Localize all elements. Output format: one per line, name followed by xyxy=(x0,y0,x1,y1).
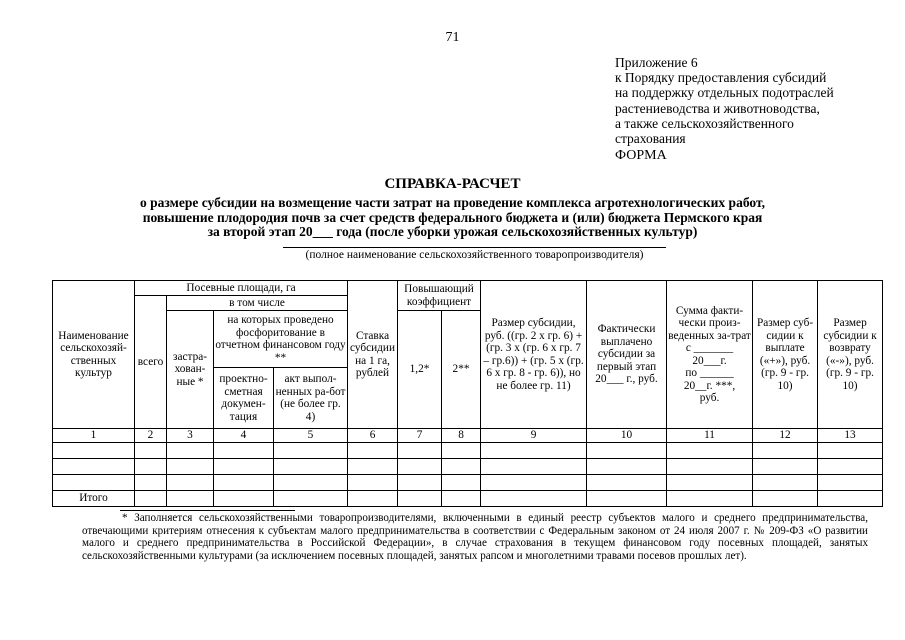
table-cell[interactable] xyxy=(587,474,667,490)
table-cell[interactable] xyxy=(667,490,753,506)
table-row xyxy=(53,458,883,474)
table-cell[interactable] xyxy=(481,458,587,474)
table-cell[interactable] xyxy=(587,458,667,474)
producer-name-line[interactable] xyxy=(283,247,666,248)
table-cell[interactable] xyxy=(753,474,818,490)
producer-name-caption: (полное наименование сельскохозяйственного товаропроизводителя) xyxy=(305,249,644,261)
column-number: 3 xyxy=(167,429,214,443)
header-including: в том числе xyxy=(167,296,348,311)
table-cell[interactable] xyxy=(442,474,481,490)
table-cell[interactable] xyxy=(481,490,587,506)
column-number: 1 xyxy=(53,429,135,443)
table-cell[interactable] xyxy=(818,458,883,474)
table-cell[interactable] xyxy=(667,458,753,474)
appendix-line: страхования xyxy=(615,131,686,147)
table-cell[interactable] xyxy=(398,442,442,458)
subtitle-line: о размере субсидии на возмещение части затрат на проведение комплекса агротехнологических работ, xyxy=(140,195,765,210)
table-cell[interactable] xyxy=(442,490,481,506)
column-number: 5 xyxy=(274,429,348,443)
header-to-return: Размер субсидии к возврату («-»), руб. (гр. 9 - гр. 10) xyxy=(818,281,883,429)
column-number: 7 xyxy=(398,429,442,443)
table-cell[interactable] xyxy=(135,490,167,506)
table-cell[interactable] xyxy=(398,458,442,474)
actual-costs-to-year: 20__г. ***, xyxy=(683,379,736,392)
header-actually-paid: Фактически выплачено субсидии за первый этап 20___ г., руб. xyxy=(587,281,667,429)
header-actual-costs xyxy=(667,281,753,429)
header-rate: Ставка субсидии на 1 га, рублей xyxy=(348,281,398,429)
table-cell[interactable] xyxy=(753,490,818,506)
column-number: 12 xyxy=(753,429,818,443)
column-number: 13 xyxy=(818,429,883,443)
table-cell[interactable] xyxy=(398,490,442,506)
table-cell[interactable] xyxy=(53,474,135,490)
table-cell[interactable] xyxy=(214,474,274,490)
actual-costs-text: Сумма факти-чески произ-веденных за-трат xyxy=(668,304,751,342)
footnote-divider xyxy=(120,510,295,511)
header-phosphorite: на которых проведено фосфоритование в отчетном финансовом году ** xyxy=(214,311,348,368)
table-cell[interactable] xyxy=(167,474,214,490)
calculation-table xyxy=(52,280,883,507)
form-label: ФОРМА xyxy=(615,148,667,163)
page-number: 71 xyxy=(445,30,460,45)
total-label: Итого xyxy=(53,490,135,506)
header-total: всего xyxy=(135,296,167,429)
total-row xyxy=(53,490,883,506)
actual-costs-from-year: 20___г. xyxy=(692,354,727,367)
subtitle-line: повышение плодородия почв за счет средств федерального бюджета и (или) бюджета Пермского края xyxy=(142,209,763,225)
table-cell[interactable] xyxy=(818,474,883,490)
table-cell[interactable] xyxy=(274,442,348,458)
table-cell[interactable] xyxy=(667,474,753,490)
table-cell[interactable] xyxy=(348,474,398,490)
subtitle-line: за второй этап 20___ года (после уборки урожая сельскохозяйственных культур) xyxy=(207,224,698,239)
table-cell[interactable] xyxy=(214,458,274,474)
table-cell[interactable] xyxy=(274,490,348,506)
column-number: 2 xyxy=(135,429,167,443)
appendix-line: растениеводства и животноводства, xyxy=(615,100,820,116)
column-number: 9 xyxy=(481,429,587,443)
header-coefficient: Повышающий коэффициент xyxy=(398,281,481,311)
header-sown-area: Посевные площади, га xyxy=(135,281,348,296)
header-acts: акт выпол-ненных ра-бот (не более гр. 4) xyxy=(274,368,348,429)
table-row xyxy=(53,474,883,490)
table-cell[interactable] xyxy=(167,490,214,506)
header-to-pay: Размер суб-сидии к выплате («+»), руб. (гр. 9 - гр. 10) xyxy=(753,281,818,429)
column-number: 6 xyxy=(348,429,398,443)
header-design-docs: проектно-сметная докумен-тация xyxy=(214,368,274,429)
table-cell[interactable] xyxy=(214,490,274,506)
appendix-line: а также сельскохозяйственного xyxy=(615,115,794,131)
header-coef-2: 2** xyxy=(442,311,481,429)
actual-costs-to: по ______ xyxy=(685,367,734,379)
table-cell[interactable] xyxy=(135,442,167,458)
table-cell[interactable] xyxy=(587,442,667,458)
header-insured: застра-хован-ные * xyxy=(167,311,214,429)
appendix-line: к Порядку предоставления субсидий xyxy=(615,70,827,86)
table-cell[interactable] xyxy=(587,490,667,506)
column-number: 4 xyxy=(214,429,274,443)
header-crop-name: Наименование сельскохозяй-ственных культур xyxy=(53,281,135,429)
actual-costs-unit: руб. xyxy=(699,392,720,404)
table-cell[interactable] xyxy=(753,458,818,474)
table-cell[interactable] xyxy=(442,458,481,474)
table-cell[interactable] xyxy=(274,474,348,490)
table-cell[interactable] xyxy=(53,442,135,458)
table-cell[interactable] xyxy=(818,490,883,506)
table-cell[interactable] xyxy=(167,442,214,458)
table-row xyxy=(53,442,883,458)
actual-costs-from: с _______ xyxy=(685,342,734,354)
table-cell[interactable] xyxy=(481,474,587,490)
document-title: СПРАВКА-РАСЧЕТ xyxy=(384,176,521,192)
table-cell[interactable] xyxy=(135,474,167,490)
footnote: * Заполняется сельскохозяйственными товаропроизводителями, включенными в единый реестр субъектов малого и среднего предпринимательства, отвечающими критериям отнесения к субъектам малого предпринимательства в соответствии с Федеральным законом от 24 июля 2007 г. № 209-ФЗ «О развитии малого и среднего предпринимательства в Российской Федерации», в случае страхования в текущем финансовом году посевных площадей, занятых сельскохозяйственными культурами (за исключением посевных площадей, занятых рапсом и многолетними травами посевов прошлых лет). xyxy=(82,512,868,562)
table-cell[interactable] xyxy=(481,442,587,458)
table-cell[interactable] xyxy=(348,490,398,506)
column-number: 11 xyxy=(667,429,753,443)
appendix-line: на поддержку отдельных подотраслей xyxy=(615,85,834,101)
table-cell[interactable] xyxy=(214,442,274,458)
document-subtitle xyxy=(0,196,905,240)
header-coef-1: 1,2* xyxy=(398,311,442,429)
table-cell[interactable] xyxy=(442,442,481,458)
table-cell[interactable] xyxy=(398,474,442,490)
table-cell[interactable] xyxy=(818,442,883,458)
table-cell[interactable] xyxy=(348,458,398,474)
table-cell[interactable] xyxy=(348,442,398,458)
table-cell[interactable] xyxy=(274,458,348,474)
appendix-block xyxy=(615,55,834,146)
table-cell[interactable] xyxy=(167,458,214,474)
column-number: 8 xyxy=(442,429,481,443)
header-subsidy-size: Размер субсидии, руб. ((гр. 2 х гр. 6) + (гр. 3 х (гр. 6 х гр. 7 – гр.6)) + (гр. 5 х (гр. 6 х гр. 8 - гр. 6)), но не более гр. 11) xyxy=(481,281,587,429)
table-cell[interactable] xyxy=(667,442,753,458)
table-cell[interactable] xyxy=(135,458,167,474)
table-cell[interactable] xyxy=(53,458,135,474)
column-number: 10 xyxy=(587,429,667,443)
table-cell[interactable] xyxy=(753,442,818,458)
appendix-line: Приложение 6 xyxy=(615,55,698,70)
